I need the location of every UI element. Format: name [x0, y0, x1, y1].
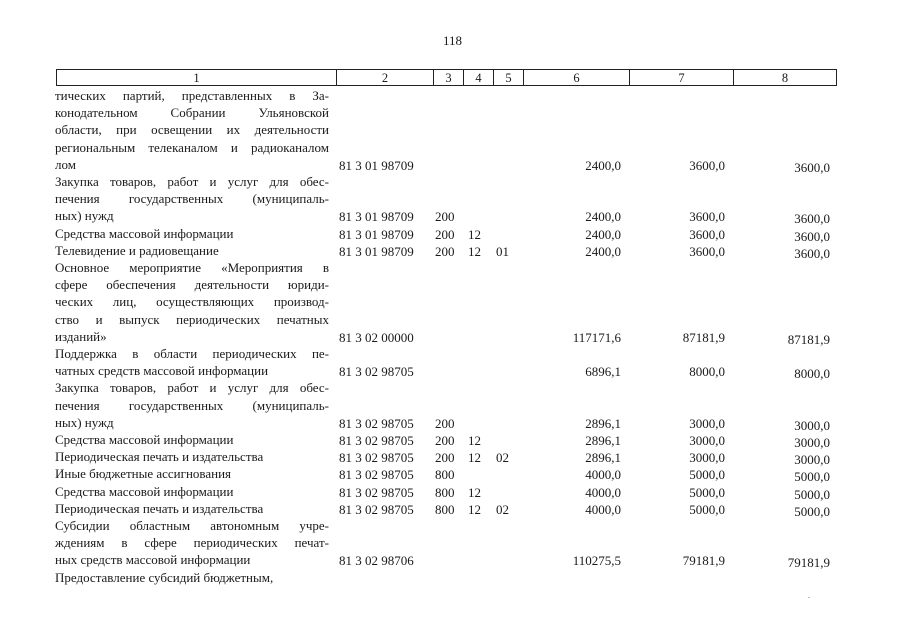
description-line: Средства массовой информации [55, 225, 234, 241]
description-line: ных) нужд [55, 208, 114, 224]
table-row [0, 379, 905, 431]
row-code: 81 3 02 98705 [339, 364, 414, 380]
page-number: 118 [442, 33, 463, 48]
row-value-col6: 2896,1 [585, 415, 621, 431]
row-subsection: 01 [496, 243, 509, 259]
row-description [55, 259, 329, 345]
header-col-2: 2 [337, 70, 434, 85]
row-description [55, 225, 329, 242]
row-value-col8: 87181,9 [787, 331, 830, 347]
row-value-col8: 3000,0 [794, 452, 830, 468]
description-line: Субсидии областным автономным учре- [55, 518, 329, 533]
row-value-col8: 3600,0 [794, 211, 830, 227]
row-code: 81 3 01 98709 [339, 157, 414, 173]
row-expense-type: 800 [435, 484, 455, 500]
description-line: лом [55, 156, 76, 172]
row-expense-type: 200 [435, 226, 455, 242]
row-value-col6: 2896,1 [585, 433, 621, 448]
row-value-col7: 5000,0 [689, 467, 725, 483]
row-section: 12 [468, 243, 481, 259]
row-value-col8: 79181,9 [787, 555, 830, 571]
row-value-col6: 2400,0 [585, 209, 621, 225]
row-expense-type: 800 [435, 501, 455, 517]
table-row [0, 517, 905, 569]
row-value-col8: 3600,0 [794, 228, 830, 244]
description-line: печения государственных (муниципаль- [55, 397, 329, 413]
description-line: сфере обеспечения деятельности юриди- [55, 277, 329, 293]
table-row [0, 173, 905, 225]
row-value-col8: 5000,0 [794, 469, 830, 485]
description-line: области, при освещении их деятельности [55, 122, 329, 138]
row-value-col7: 87181,9 [682, 329, 725, 345]
row-value-col7: 3600,0 [689, 243, 725, 259]
table-row [0, 465, 905, 485]
header-col-1: 1 [57, 70, 337, 85]
description-line: ство и выпуск периодических печатных [55, 311, 329, 327]
row-code: 81 3 01 98709 [339, 209, 414, 225]
row-value-col6: 2896,1 [585, 450, 621, 466]
row-value-col6: 2400,0 [585, 226, 621, 242]
row-description [55, 345, 329, 379]
row-subsection: 02 [496, 450, 509, 466]
description-line: конодательном Собрании Ульяновской [55, 105, 329, 121]
row-code: 81 3 02 00000 [339, 329, 414, 345]
row-value-col6: 2400,0 [585, 157, 621, 173]
row-value-col7: 3000,0 [689, 450, 725, 466]
description-line: Предоставление субсидий бюджетным, [55, 569, 274, 585]
row-section: 12 [468, 433, 481, 448]
row-value-col8: 3600,0 [794, 245, 830, 261]
description-line: Поддержка в области периодических пе- [55, 346, 329, 361]
row-expense-type: 200 [435, 243, 455, 259]
row-description [55, 517, 329, 569]
header-col-7: 7 [630, 70, 734, 85]
description-line: региональным телеканалом и радиоканалом [55, 139, 329, 155]
description-line: печения государственных (муниципаль- [55, 191, 329, 207]
description-line: Иные бюджетные ассигнования [55, 466, 232, 482]
header-col-6: 6 [524, 70, 630, 85]
row-value-col6: 117171,6 [572, 329, 621, 345]
row-code: 81 3 02 98705 [339, 450, 414, 466]
row-value-col7: 5000,0 [689, 501, 725, 517]
row-section: 12 [468, 450, 481, 466]
row-code: 81 3 02 98705 [339, 433, 414, 448]
description-line: Периодическая печать и издательства [55, 500, 264, 516]
row-value-col7: 8000,0 [689, 364, 725, 380]
row-value-col7: 3000,0 [689, 433, 725, 448]
description-line: ных средств массовой информации [55, 552, 251, 568]
row-value-col6: 2400,0 [585, 243, 621, 259]
header-col-8: 8 [781, 71, 789, 85]
row-description [55, 569, 329, 586]
header-col-3: 3 [434, 70, 464, 85]
scan-speck [808, 597, 810, 598]
table-row [0, 259, 905, 345]
table-row [0, 225, 905, 242]
description-line: ждениям в сфере периодических печат- [55, 535, 329, 551]
header-col-4: 4 [464, 70, 494, 85]
row-description [55, 500, 329, 517]
description-line: Закупка товаров, работ и услуг для обес- [55, 380, 329, 396]
table-header [56, 69, 837, 86]
row-expense-type: 200 [435, 209, 455, 225]
row-description [55, 448, 329, 465]
row-expense-type: 200 [435, 433, 455, 448]
row-value-col7: 3600,0 [689, 157, 725, 173]
table-row [0, 431, 905, 448]
row-value-col8: 8000,0 [794, 366, 830, 382]
row-description [55, 465, 329, 482]
row-expense-type: 800 [435, 467, 455, 483]
row-code: 81 3 02 98705 [339, 415, 414, 431]
row-section: 12 [468, 226, 481, 242]
table-row [0, 448, 905, 468]
row-value-col8: 3000,0 [794, 435, 830, 450]
row-value-col8: 3000,0 [794, 417, 830, 433]
description-line: ческих лиц, осуществляющих производ- [55, 294, 329, 310]
row-description [55, 379, 329, 431]
table-row [0, 500, 905, 517]
row-value-col8: 3600,0 [794, 159, 830, 175]
row-value-col8: 5000,0 [794, 486, 830, 502]
row-code: 81 3 01 98709 [339, 243, 414, 259]
table-row [0, 569, 905, 586]
row-value-col6: 6896,1 [585, 364, 621, 380]
row-code: 81 3 02 98705 [339, 501, 414, 517]
description-line: ных) нужд [55, 414, 114, 430]
description-line: Основное мероприятие «Мероприятия в [55, 260, 329, 275]
row-code: 81 3 02 98705 [339, 467, 414, 483]
description-line: Средства массовой информации [55, 432, 234, 447]
row-description [55, 242, 329, 259]
table-row [0, 87, 905, 173]
description-line: чатных средств массовой информации [55, 363, 269, 379]
description-line: Телевидение и радиовещание [55, 242, 219, 258]
row-value-col7: 5000,0 [689, 484, 725, 500]
row-value-col6: 110275,5 [572, 553, 621, 569]
row-value-col7: 3000,0 [689, 415, 725, 431]
row-value-col6: 4000,0 [585, 467, 621, 483]
row-description [55, 483, 329, 500]
table-row [0, 345, 905, 382]
description-line: изданий» [55, 328, 107, 344]
row-expense-type: 200 [435, 415, 455, 431]
row-code: 81 3 02 98705 [339, 484, 414, 500]
row-expense-type: 200 [435, 450, 455, 466]
row-section: 12 [468, 484, 481, 500]
row-value-col7: 3600,0 [689, 209, 725, 225]
row-code: 81 3 01 98709 [339, 226, 414, 242]
row-value-col8: 5000,0 [794, 503, 830, 519]
description-line: тических партий, представленных в За- [55, 88, 329, 103]
row-description [55, 87, 329, 173]
row-section: 12 [468, 501, 481, 517]
row-description [55, 173, 329, 225]
row-code: 81 3 02 98706 [339, 553, 414, 569]
row-description [55, 431, 329, 448]
table-row [0, 242, 905, 259]
row-value-col6: 4000,0 [585, 484, 621, 500]
description-line: Средства массовой информации [55, 483, 234, 499]
header-col-5: 5 [494, 70, 524, 85]
description-line: Периодическая печать и издательства [55, 449, 264, 465]
table-row [0, 483, 905, 500]
row-value-col7: 3600,0 [689, 226, 725, 242]
row-subsection: 02 [496, 501, 509, 517]
row-value-col7: 79181,9 [682, 553, 725, 569]
row-value-col6: 4000,0 [585, 501, 621, 517]
description-line: Закупка товаров, работ и услуг для обес- [55, 174, 329, 189]
